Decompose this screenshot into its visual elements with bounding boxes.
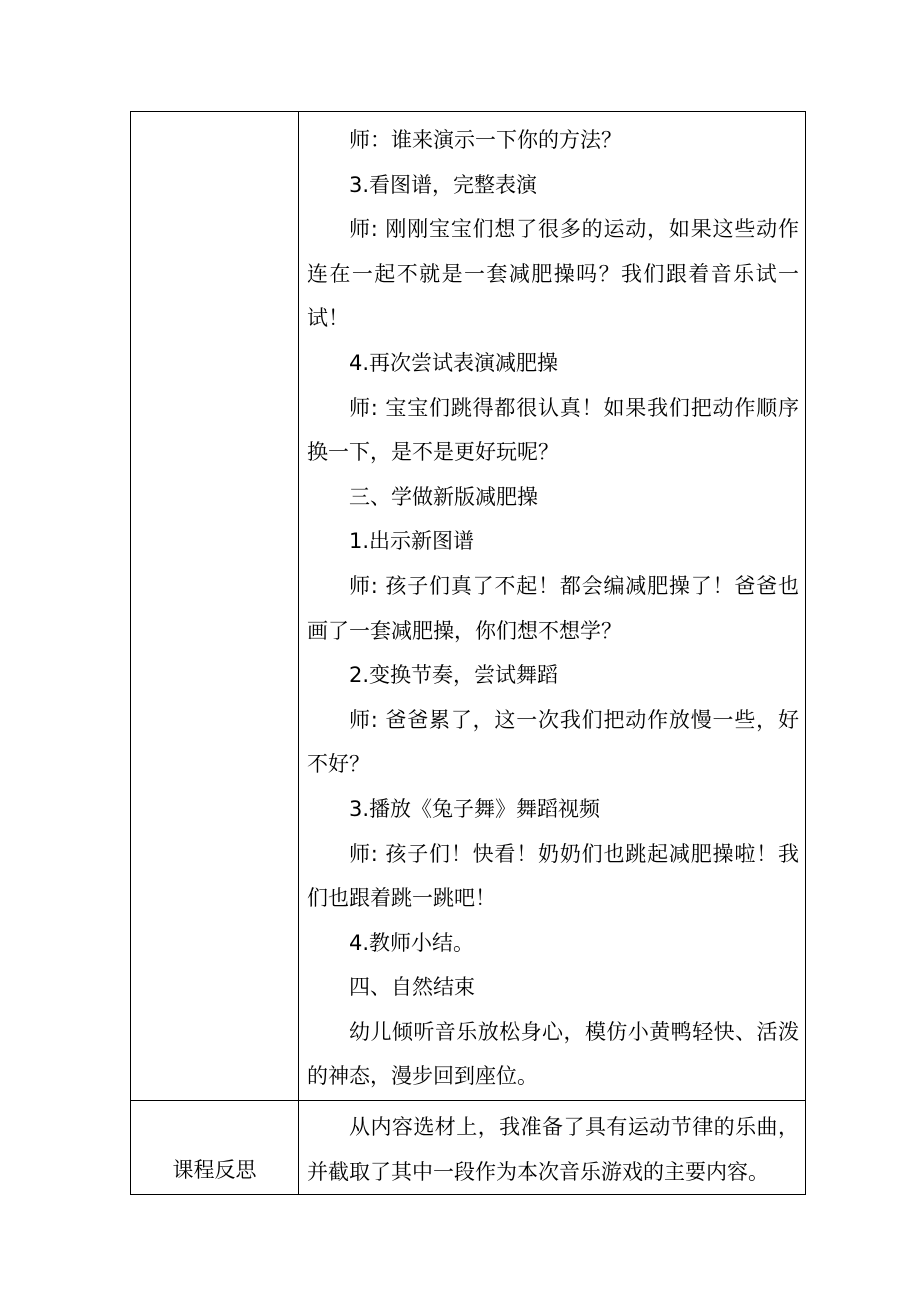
paragraph: 1.出示新图谱 (349, 529, 475, 554)
paragraph: 师：谁来演示一下你的方法？ (349, 128, 622, 152)
paragraph: 师: 孩子们真了不起！都会编减肥操了！爸爸也画了一套减肥操，你们想不想学？ (307, 573, 799, 643)
paragraph: 幼儿倾听音乐放松身心，模仿小黄鸭轻快、活泼的神态，漫步回到座位。 (307, 1019, 799, 1089)
paragraph: 从内容选材上，我准备了具有运动节律的乐曲，并截取了其中一段作为本次音乐游戏的主要内容。 (307, 1115, 799, 1184)
paragraph: 3.播放《兔子舞》舞蹈视频 (349, 796, 601, 821)
table-row-activity (131, 112, 806, 1101)
row-label-course-reflection: 课程反思 (131, 1101, 299, 1195)
paragraph: 师: 孩子们！快看！奶奶们也跳起减肥操啦！我们也跟着跳一跳吧！ (307, 841, 799, 911)
paragraph: 师: 宝宝们跳得都很认真！如果我们把动作顺序换一下，是不是更好玩呢？ (307, 395, 799, 465)
reflection-content-cell (299, 1101, 806, 1195)
paragraph: 4.再次尝试表演减肥操 (349, 350, 559, 375)
table-row-reflection (131, 1101, 806, 1195)
paragraph: 2.变换节奏，尝试舞蹈 (349, 663, 559, 688)
lesson-table (130, 111, 806, 1195)
section-heading: 四、自然结束 (349, 975, 475, 1000)
paragraph: 师: 刚刚宝宝们想了很多的运动，如果这些动作连在一起不就是一套减肥操吗？我们跟着音乐试一试！ (307, 217, 799, 331)
section-heading: 三、学做新版减肥操 (349, 484, 538, 509)
paragraph: 4.教师小结。 (349, 930, 475, 955)
paragraph: 3.看图谱，完整表演 (349, 172, 538, 197)
paragraph: 师: 爸爸累了，这一次我们把动作放慢一些，好不好？ (307, 707, 799, 777)
activity-content-cell (299, 112, 806, 1101)
row-label-cell (131, 112, 299, 1101)
